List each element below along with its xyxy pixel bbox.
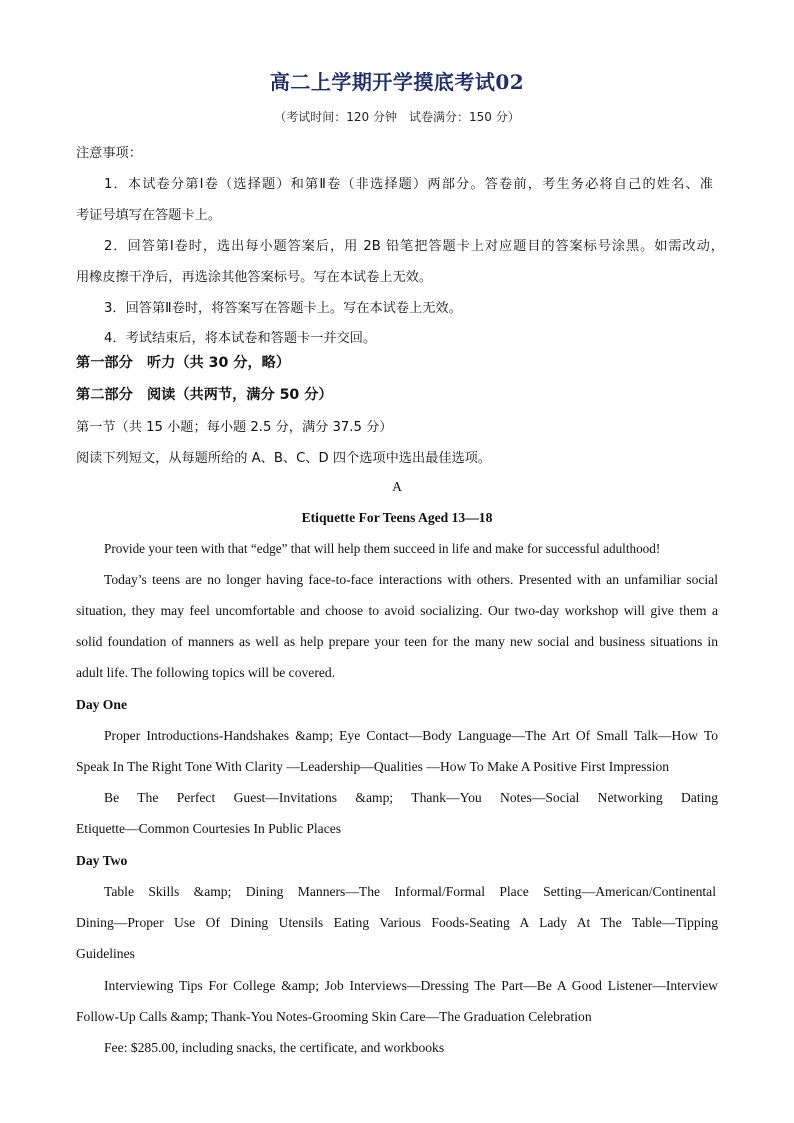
section-1-info: 第一节（共 15 小题；每小题 2.5 分，满分 37.5 分）: [76, 420, 393, 435]
note-3: 3．回答第Ⅱ卷时，将答案写在答题卡上。写在本试卷上无效。: [104, 301, 462, 316]
day-two-a-line-3: Guidelines: [76, 946, 135, 961]
passage-p2-line-1: Today’s teens are no longer having face-to-face interactions with others. Presented with an unfamiliar social: [104, 572, 718, 587]
passage-p2-line-4: adult life. The following topics will be covered.: [76, 665, 336, 680]
day-two-b-line-1: Interviewing Tips For College &amp; Job Interviews—Dressing The Part—Be A Good Listener—Interview: [104, 978, 718, 993]
reading-instruction: 阅读下列短文，从每题所给的 A、B、C、D 四个选项中选出最佳选项。: [76, 451, 492, 466]
page-title: 高二上学期开学摸底考试02: [269, 70, 525, 94]
day-one-b-line-2: Etiquette—Common Courtesies In Public Places: [76, 821, 342, 836]
note-1-line-1: 1．本试卷分第Ⅰ卷（选择题）和第Ⅱ卷（非选择题）两部分。答卷前，考生务必将自己的姓名、准: [104, 177, 713, 192]
passage-intro: Provide your teen with that “edge” that will help them succeed in life and make for successful adulthood!: [104, 541, 661, 556]
passage-p2-line-3: solid foundation of manners as well as help prepare your teen for the many new social and business situations in: [76, 634, 718, 649]
exam-time-info: （考试时间：120 分钟 试卷满分：150 分）: [274, 110, 520, 124]
note-2-line-1: 2．回答第Ⅰ卷时，选出每小题答案后，用 2B 铅笔把答题卡上对应题目的答案标号涂黑。如需改动，: [104, 239, 724, 254]
part-1-heading: 第一部分 听力（共 30 分，略）: [76, 355, 291, 371]
note-4: 4．考试结束后，将本试卷和答题卡一并交回。: [104, 331, 377, 346]
note-1-line-2: 考证号填写在答题卡上。: [76, 208, 222, 223]
day-two-heading: Day Two: [76, 853, 128, 868]
workshop-fee: Fee: $285.00, including snacks, the certificate, and workbooks: [104, 1040, 445, 1055]
day-two-b-line-2: Follow-Up Calls &amp; Thank-You Notes-Grooming Skin Care—The Graduation Celebration: [76, 1009, 592, 1024]
passage-label: A: [392, 479, 402, 494]
day-one-heading: Day One: [76, 697, 127, 712]
day-two-a-line-2: Dining—Proper Use Of Dining Utensils Eating Various Foods-Seating A Lady At The Table—Tipping: [76, 915, 718, 930]
day-two-a-line-1: Table Skills &amp; Dining Manners—The Informal/Formal Place Setting—American/Continental: [104, 884, 716, 899]
notes-heading: 注意事项：: [76, 146, 142, 161]
note-2-line-2: 用橡皮擦干净后，再选涂其他答案标号。写在本试卷上无效。: [76, 270, 433, 285]
part-2-heading: 第二部分 阅读（共两节，满分 50 分）: [76, 387, 333, 403]
passage-title: Etiquette For Teens Aged 13—18: [301, 510, 493, 525]
passage-p2-line-2: situation, they may feel uncomfortable and choose to avoid socializing. Our two-day workshop will give them a: [76, 603, 718, 618]
day-one-a-line-2: Speak In The Right Tone With Clarity —Leadership—Qualities —How To Make A Positive First Impression: [76, 759, 670, 774]
day-one-a-line-1: Proper Introductions-Handshakes &amp; Eye Contact—Body Language—The Art Of Small Talk—How To: [104, 728, 718, 743]
day-one-b-line-1: Be The Perfect Guest—Invitations &amp; Thank—You Notes—Social Networking Dating: [104, 790, 718, 805]
